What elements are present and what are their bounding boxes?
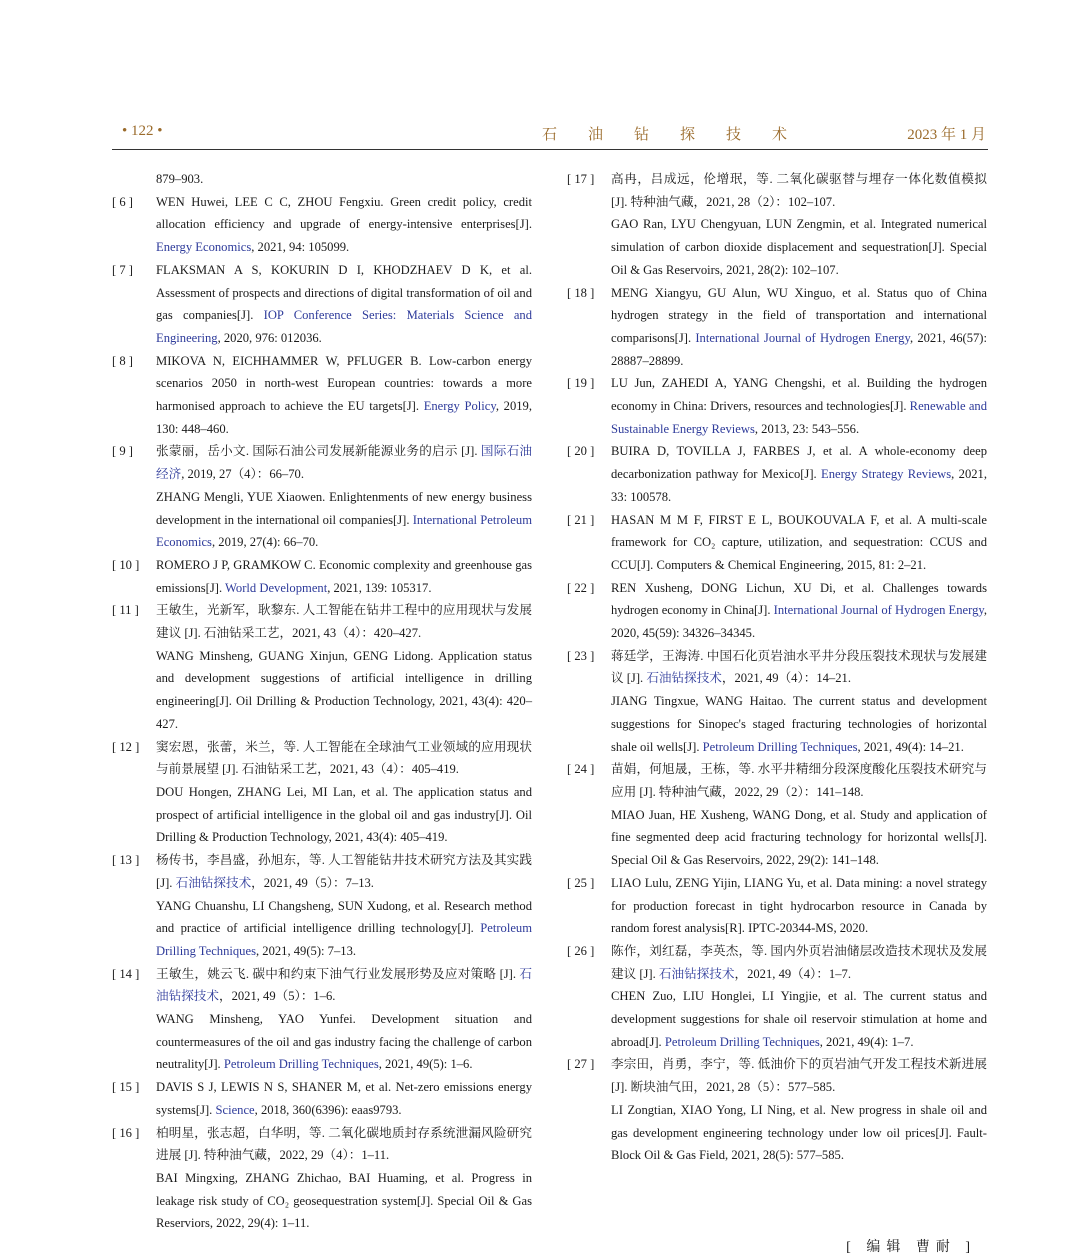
- reference-text: HASAN M M F, FIRST E L, BOUKOUVALA F, et al. A multi-scale framework for CO₂ capture, utilization, and sequestration: CCUS and CCU[J]. Computers & Chemical Engineering, 2015, 81: 2–21.: [611, 512, 987, 572]
- reference-entry: [611, 282, 987, 373]
- reference-text: ，2021, 49（4）：1–7.: [734, 966, 851, 981]
- reference-item: [567, 577, 987, 645]
- reference-entry-english: [156, 781, 532, 849]
- reference-text: , 2021, 49(4): 1–7.: [819, 1034, 914, 1049]
- reference-text: , 2020, 45(59): 34326–34345.: [611, 603, 988, 641]
- reference-column-right: [567, 168, 987, 1167]
- reference-number: [ 15 ]: [112, 1080, 140, 1095]
- reference-text: MENG Xiangyu, GU Alun, WU Xinguo, et al. Status quo of China hydrogen strategy in the field of transportation and international comparisons[J].: [611, 285, 987, 345]
- reference-text: 陈作，刘红磊，李英杰，等. 国内外页岩油储层改造技术现状及发展建议 [J].: [611, 943, 987, 981]
- reference-text: , 2021, 49(5): 1–6.: [378, 1057, 473, 1072]
- reference-number: [ 10 ]: [112, 557, 140, 572]
- page-number: • 122 •: [122, 123, 163, 139]
- reference-number: [ 8 ]: [112, 353, 133, 368]
- reference-item: [112, 849, 532, 963]
- reference-number: [ 26 ]: [567, 943, 595, 958]
- reference-number: [ 11 ]: [112, 603, 139, 618]
- journal-link[interactable]: International Journal of Hydrogen Energy: [773, 603, 984, 618]
- issue-date: 2023 年 1 月: [907, 127, 986, 143]
- reference-item: [567, 940, 987, 1054]
- reference-text: 杨传书，李昌盛，孙旭东，等. 人工智能钻井技术研究方法及其实践 [J].: [156, 853, 532, 890]
- reference-text: YANG Chuanshu, LI Changsheng, SUN Xudong, et al. Research method and practice of artificial intelligence drilling technology[J].: [156, 898, 532, 936]
- reference-text: , 2021, 139: 105317.: [327, 580, 432, 595]
- reference-text: LU Jun, ZAHEDI A, YANG Chengshi, et al. Building the hydrogen economy in China: Drivers, resources and technologies[J].: [611, 376, 987, 414]
- journal-link[interactable]: Energy Policy: [423, 399, 496, 414]
- reference-text: 李宗田，肖勇，李宁，等. 低油价下的页岩油气开发工程技术新进展 [J]. 断块油气田，2021, 28（5）：577–585.: [611, 1057, 987, 1095]
- reference-entry: [611, 872, 987, 940]
- reference-item: [567, 645, 987, 759]
- reference-text: 高冉，吕成远，伦增珉，等. 二氧化碳驱替与埋存一体化数值模拟 [J]. 特种油气藏，2021, 28（2）：102–107.: [611, 172, 987, 209]
- reference-text: WEN Huwei, LEE C C, ZHOU Fengxiu. Green credit policy, credit allocation efficiency and upgrade of energy-intensive enterprises[J].: [156, 194, 532, 232]
- reference-item: [112, 1076, 532, 1121]
- reference-entry: [156, 554, 532, 599]
- editor-credit: [ 编辑 曹耐 ]: [846, 1240, 976, 1255]
- reference-entry: [611, 940, 987, 985]
- reference-entry-english: [611, 690, 987, 758]
- journal-link[interactable]: 国际石油经济: [156, 444, 533, 482]
- reference-text: , 2021, 46(57): 28887–28899.: [611, 330, 987, 368]
- reference-entry: [156, 599, 532, 644]
- journal-link[interactable]: Energy Economics: [156, 240, 252, 255]
- journal-link[interactable]: 石油钻探技术: [646, 671, 722, 686]
- reference-item: [567, 440, 987, 508]
- reference-item: [112, 191, 532, 259]
- reference-entry: [611, 577, 987, 645]
- reference-number: [ 16 ]: [112, 1125, 140, 1140]
- reference-number: [ 23 ]: [567, 648, 595, 663]
- reference-item: [112, 259, 532, 350]
- journal-link[interactable]: Petroleum Drilling Techniques: [664, 1034, 820, 1049]
- reference-entry-english: [611, 985, 987, 1053]
- reference-item: [567, 758, 987, 872]
- reference-number: [ 24 ]: [567, 762, 595, 777]
- reference-item: [567, 509, 987, 577]
- reference-item: [567, 372, 987, 440]
- reference-entry: [156, 191, 532, 259]
- reference-entry: [611, 645, 987, 690]
- reference-text: BAI Mingxing, ZHANG Zhichao, BAI Huaming, et al. Progress in leakage risk study of CO₂ geosequestration system[J]. Special Oil & Gas Reserviors, 2022, 29(4): 1–11.: [156, 1170, 532, 1231]
- reference-number: [ 18 ]: [567, 285, 595, 300]
- journal-link[interactable]: Petroleum Drilling Techniques: [156, 921, 532, 958]
- reference-entry: [156, 736, 532, 781]
- reference-text: 王敏生，光新军，耿黎东. 人工智能在钻井工程中的应用现状与发展建议 [J]. 石油钻采工艺，2021, 43（4）：420–427.: [156, 603, 532, 641]
- journal-link[interactable]: Renewable and Sustainable Energy Reviews: [611, 399, 987, 436]
- reference-entry-english: [156, 895, 532, 963]
- reference-entry: [611, 1053, 987, 1098]
- reference-entry-english: [156, 486, 532, 554]
- reference-text: FLAKSMAN A S, KOKURIN D I, KHODZHAEV D K, et al. Assessment of prospects and directions of digital transformation of oil and gas companies[J].: [156, 262, 532, 323]
- reference-number: [ 9 ]: [112, 444, 133, 459]
- reference-text: 张蒙丽，岳小文. 国际石油公司发展新能源业务的启示 [J].: [156, 444, 481, 459]
- reference-item: [112, 554, 532, 599]
- reference-text: LIAO Lulu, ZENG Yijin, LIANG Yu, et al. Data mining: a novel strategy for production forecast in tight hydrocarbon resource in Canada by random forest analysis[R]. IPTC-20344-MS, 2020.: [611, 875, 987, 936]
- journal-link[interactable]: World Development: [225, 580, 328, 595]
- reference-number: [ 19 ]: [567, 376, 595, 391]
- reference-entry: [611, 440, 987, 508]
- reference-text: ，2021, 49（5）：1–6.: [218, 989, 336, 1004]
- reference-entry: [611, 372, 987, 440]
- reference-number: [ 25 ]: [567, 875, 595, 890]
- reference-text: , 2013, 23: 543–556.: [754, 421, 860, 436]
- reference-item: [112, 350, 532, 441]
- reference-text: MIAO Juan, HE Xusheng, WANG Dong, et al. Study and application of fine segmented deep acid fracturing technology for horizontal wells[J]. Special Oil & Gas Reservoirs, 2022, 29(2): 141–148.: [611, 807, 987, 868]
- reference-entry-english: [156, 645, 532, 736]
- reference-text: ZHANG Mengli, YUE Xiaowen. Enlightenments of new energy business development in the international oil companies[J].: [156, 489, 532, 527]
- reference-entry: [156, 259, 532, 350]
- reference-text: , 2018, 360(6396): eaas9793.: [254, 1102, 402, 1117]
- reference-entry: [611, 758, 987, 803]
- reference-entry: [156, 963, 532, 1008]
- journal-link[interactable]: Petroleum Drilling Techniques: [223, 1057, 379, 1072]
- journal-link[interactable]: Science: [215, 1102, 255, 1117]
- reference-text: 柏明星，张志超，白华明，等. 二氧化碳地质封存系统泄漏风险研究进展 [J]. 特种油气藏，2022, 29（4）：1–11.: [156, 1125, 532, 1163]
- page-header: [112, 123, 988, 145]
- reference-item: [567, 168, 987, 282]
- reference-entry: [156, 350, 532, 441]
- reference-entry: [156, 1076, 532, 1121]
- journal-link[interactable]: International Journal of Hydrogen Energy: [695, 330, 910, 345]
- reference-number: [ 13 ]: [112, 853, 140, 868]
- journal-link[interactable]: Petroleum Drilling Techniques: [702, 739, 858, 754]
- reference-text: DAVIS S J, LEWIS N S, SHANER M, et al. Net-zero emissions energy systems[J].: [156, 1080, 532, 1117]
- reference-text: WANG Minsheng, GUANG Xinjun, GENG Lidong. Application status and development suggestions of artificial intelligence in drilling engineering[J]. Oil Drilling & Production Technology, 2021, 43(4): 420–427.: [156, 648, 532, 731]
- reference-number: [ 7 ]: [112, 262, 133, 277]
- reference-entry-english: [156, 1167, 532, 1235]
- reference-number: [ 14 ]: [112, 966, 140, 981]
- reference-text: , 2021, 33: 100578.: [611, 467, 987, 504]
- reference-item: [112, 963, 532, 1077]
- reference-number: [ 21 ]: [567, 512, 595, 527]
- journal-link[interactable]: Energy Strategy Reviews: [821, 467, 952, 482]
- reference-continuation: 879–903.: [156, 172, 204, 186]
- reference-text: , 2021, 49(5): 7–13.: [255, 943, 357, 958]
- reference-entry-english: [611, 213, 987, 281]
- reference-text: WANG Minsheng, YAO Yunfei. Development situation and countermeasures of the oil and gas industry facing the challenge of carbon neutrality[J].: [156, 1012, 532, 1072]
- reference-item: [112, 599, 532, 735]
- reference-text: LI Zongtian, XIAO Yong, LI Ning, et al. New progress in shale oil and gas development engineering technology under low oil prices[J]. Fault-Block Oil & Gas Field, 2021, 28(5): 577–585.: [611, 1102, 987, 1163]
- reference-text: , 2021, 94: 105099.: [251, 240, 350, 255]
- reference-column-left: [112, 168, 532, 1235]
- reference-item: [112, 736, 532, 850]
- reference-item: [567, 282, 987, 373]
- reference-entry: [611, 168, 987, 213]
- reference-text: , 2019, 27（4）：66–70.: [181, 467, 304, 482]
- reference-entry: [156, 440, 532, 485]
- reference-text: , 2021, 49(4): 14–21.: [857, 739, 964, 754]
- reference-text: REN Xusheng, DONG Lichun, XU Di, et al. Challenges towards hydrogen economy in China[J].: [611, 580, 987, 618]
- reference-text: 蒋廷学，王海涛. 中国石化页岩油水平井分段压裂技术现状与发展建议 [J].: [611, 648, 987, 686]
- reference-number: [ 20 ]: [567, 444, 595, 459]
- reference-text: GAO Ran, LYU Chengyuan, LUN Zengmin, et al. Integrated numerical simulation of carbon dioxide displacement and sequestration[J]. Special Oil & Gas Reservoirs, 2021, 28(2): 102–107.: [611, 217, 987, 277]
- reference-entry: [611, 509, 987, 577]
- journal-link[interactable]: IOP Conference Series: Materials Science and Engineering: [156, 308, 532, 345]
- reference-item: [567, 872, 987, 940]
- reference-entry: [156, 849, 532, 894]
- reference-text: ，2021, 49（4）：14–21.: [721, 671, 851, 686]
- reference-text: 王敏生，姚云飞. 碳中和约束下油气行业发展形势及应对策略 [J].: [156, 966, 520, 981]
- reference-item: [567, 1053, 987, 1167]
- reference-text: MIKOVA N, EICHHAMMER W, PFLUGER B. Low-carbon energy scenarios 2050 in north-west European countries: towards a more harmonised approach to achieve the EU targets[J].: [156, 353, 532, 414]
- reference-entry-english: [611, 1099, 987, 1167]
- reference-text: BUIRA D, TOVILLA J, FARBES J, et al. A whole-economy deep decarbonization pathway for Mexico[J].: [611, 444, 987, 482]
- reference-text: 苗娟，何旭晟，王栋，等. 水平井精细分段深度酸化压裂技术研究与应用 [J]. 特种油气藏，2022, 29（2）：141–148.: [611, 762, 987, 799]
- reference-number: [ 22 ]: [567, 580, 595, 595]
- reference-entry-english: [611, 804, 987, 872]
- reference-text: CHEN Zuo, LIU Honglei, LI Yingjie, et al. The current status and development suggestions for shale oil reservoir stimulation at home and abroad[J].: [611, 989, 987, 1049]
- reference-text: ，2021, 49（5）：7–13.: [251, 875, 374, 890]
- reference-number: [ 12 ]: [112, 739, 140, 754]
- reference-entry-english: [156, 1008, 532, 1076]
- reference-number: [ 6 ]: [112, 194, 133, 209]
- reference-text: , 2020, 976: 012036.: [217, 330, 322, 345]
- header-rule: [112, 149, 988, 150]
- reference-number: [ 17 ]: [567, 172, 595, 186]
- journal-link[interactable]: 石油钻探技术: [175, 875, 252, 890]
- journal-link[interactable]: International Petroleum Economics: [156, 512, 532, 550]
- reference-entry: [156, 1122, 532, 1167]
- reference-number: [ 27 ]: [567, 1057, 595, 1072]
- reference-text: JIANG Tingxue, WANG Haitao. The current status and development suggestions for Sinopec's staged fracturing technologies of horizontal shale oil wells[J].: [611, 694, 987, 754]
- journal-link[interactable]: 石油钻探技术: [658, 966, 735, 981]
- journal-link[interactable]: 石油钻探技术: [156, 966, 532, 1004]
- reference-text: , 2019, 130: 448–460.: [156, 399, 532, 436]
- reference-text: 窦宏恩，张蕾，米兰，等. 人工智能在全球油气工业领域的应用现状与前景展望 [J]. 石油钻采工艺，2021, 43（4）：405–419.: [156, 739, 532, 777]
- reference-item: [112, 440, 532, 554]
- reference-text: , 2019, 27(4): 66–70.: [211, 535, 319, 550]
- reference-item: [112, 1122, 532, 1236]
- journal-title: 石油钻探技术: [542, 127, 819, 143]
- reference-text: DOU Hongen, ZHANG Lei, MI Lan, et al. The application status and prospect of artificial intelligence in the global oil and gas industry[J]. Oil Drilling & Production Technology, 2021, 43(4): 405–419.: [156, 784, 532, 845]
- reference-text: ROMERO J P, GRAMKOW C. Economic complexity and greenhouse gas emissions[J].: [156, 557, 532, 595]
